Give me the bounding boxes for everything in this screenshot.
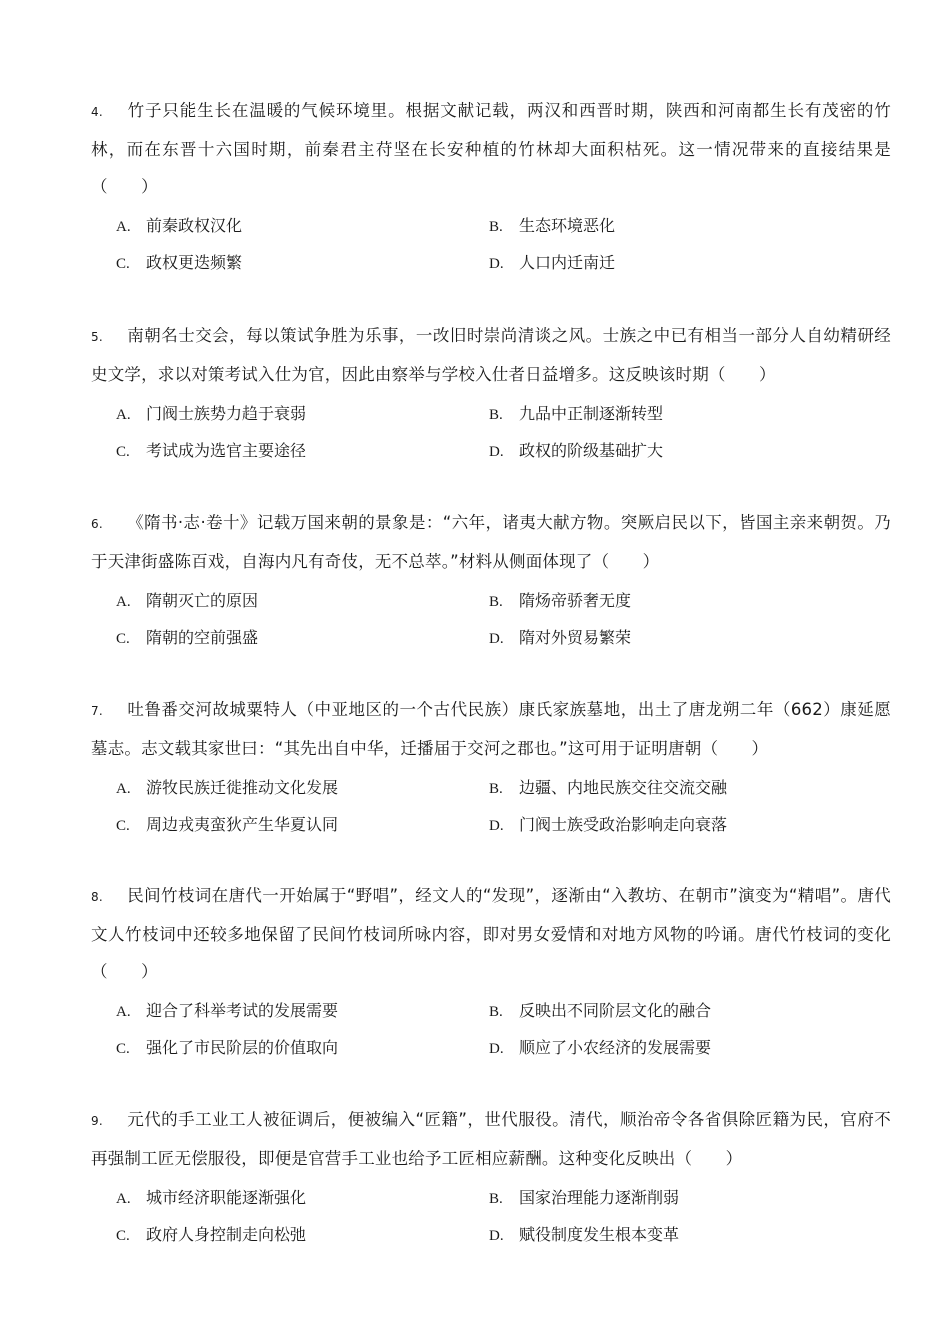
option-text: 门阀士族受政治影响走向衰落 — [519, 815, 728, 834]
option-c[interactable] — [116, 806, 338, 845]
question-text: 《隋书·志·卷十》记载万国来朝的景象是：“六年，诸夷大献方物。突厥启民以下，皆国主亲来朝贺。乃于天津街盛陈百戏，自海内凡有奇伎，无不总萃。”材料从侧面体现了（ ） — [91, 513, 891, 571]
option-text: 政权的阶级基础扩大 — [519, 441, 664, 460]
question-stem — [91, 1101, 891, 1177]
options — [91, 1179, 891, 1253]
question-9 — [91, 1101, 891, 1253]
question-4 — [91, 92, 891, 281]
option-b[interactable] — [489, 582, 631, 621]
option-text: 九品中正制逐渐转型 — [519, 404, 664, 423]
option-text: 隋朝灭亡的原因 — [146, 591, 259, 610]
option-d[interactable] — [489, 1216, 679, 1255]
question-5 — [91, 317, 891, 469]
option-text: 隋对外贸易繁荣 — [519, 628, 632, 647]
option-text: 隋炀帝骄奢无度 — [519, 591, 632, 610]
option-letter: B. — [489, 219, 503, 235]
option-letter: A. — [116, 594, 131, 610]
option-text: 政权更迭频繁 — [146, 253, 243, 272]
option-text: 强化了市民阶层的价值取向 — [146, 1038, 339, 1057]
question-7 — [91, 691, 891, 843]
option-a[interactable] — [116, 395, 306, 434]
options — [91, 395, 891, 469]
option-letter: B. — [489, 781, 503, 797]
option-letter: D. — [489, 1228, 504, 1244]
option-c[interactable] — [116, 1216, 306, 1255]
question-stem — [91, 877, 891, 990]
option-letter: C. — [116, 631, 130, 647]
option-text: 迎合了科举考试的发展需要 — [146, 1001, 339, 1020]
option-c[interactable] — [116, 1029, 338, 1068]
options — [91, 582, 891, 656]
option-text: 国家治理能力逐渐削弱 — [519, 1188, 680, 1207]
option-letter: B. — [489, 1191, 503, 1207]
option-text: 赋役制度发生根本变革 — [519, 1225, 680, 1244]
option-b[interactable] — [489, 769, 727, 808]
option-letter: B. — [489, 1004, 503, 1020]
option-text: 前秦政权汉化 — [146, 216, 243, 235]
option-letter: A. — [116, 219, 131, 235]
question-stem — [91, 504, 891, 580]
option-d[interactable] — [489, 432, 663, 471]
option-c[interactable] — [116, 619, 258, 658]
option-b[interactable] — [489, 395, 663, 434]
option-text: 隋朝的空前强盛 — [146, 628, 259, 647]
options — [91, 992, 891, 1066]
question-number: 8. — [91, 890, 103, 904]
question-text: 元代的手工业工人被征调后，便被编入“匠籍”，世代服役。清代，顺治帝令各省俱除匠籍为民，官府不再强制工匠无偿服役，即便是官营手工业也给予工匠相应薪酬。这种变化反映出（ ） — [91, 1110, 891, 1168]
option-letter: D. — [489, 818, 504, 834]
question-6 — [91, 504, 891, 656]
option-letter: D. — [489, 1041, 504, 1057]
option-letter: B. — [489, 594, 503, 610]
option-letter: D. — [489, 631, 504, 647]
option-text: 反映出不同阶层文化的融合 — [519, 1001, 712, 1020]
option-letter: C. — [116, 256, 130, 272]
option-letter: B. — [489, 407, 503, 423]
option-letter: A. — [116, 1004, 131, 1020]
option-text: 游牧民族迁徙推动文化发展 — [146, 778, 339, 797]
question-text: 南朝名士交会，每以策试争胜为乐事，一改旧时崇尚清谈之风。士族之中已有相当一部分人自幼精研经史文学，求以对策考试入仕为官，因此由察举与学校入仕者日益增多。这反映该时期（ ） — [91, 326, 891, 384]
option-b[interactable] — [489, 1179, 679, 1218]
option-text: 门阀士族势力趋于衰弱 — [146, 404, 307, 423]
option-text: 人口内迁南迁 — [519, 253, 616, 272]
question-stem — [91, 317, 891, 393]
question-number: 4. — [91, 105, 103, 119]
option-letter: C. — [116, 444, 130, 460]
option-d[interactable] — [489, 1029, 711, 1068]
question-stem — [91, 691, 891, 767]
option-text: 政府人身控制走向松弛 — [146, 1225, 307, 1244]
option-d[interactable] — [489, 806, 727, 845]
option-d[interactable] — [489, 619, 631, 658]
option-letter: A. — [116, 781, 131, 797]
option-text: 周边戎夷蛮狄产生华夏认同 — [146, 815, 339, 834]
option-letter: C. — [116, 1228, 130, 1244]
options — [91, 207, 891, 281]
option-letter: A. — [116, 1191, 131, 1207]
option-letter: C. — [116, 1041, 130, 1057]
option-text: 考试成为选官主要途径 — [146, 441, 307, 460]
question-number: 7. — [91, 704, 103, 718]
option-b[interactable] — [489, 207, 615, 246]
option-text: 边疆、内地民族交往交流交融 — [519, 778, 728, 797]
option-b[interactable] — [489, 992, 711, 1031]
option-a[interactable] — [116, 582, 258, 621]
option-a[interactable] — [116, 992, 338, 1031]
option-text: 城市经济职能逐渐强化 — [146, 1188, 307, 1207]
question-number: 9. — [91, 1114, 103, 1128]
option-letter: A. — [116, 407, 131, 423]
option-a[interactable] — [116, 207, 242, 246]
option-letter: D. — [489, 444, 504, 460]
question-number: 6. — [91, 517, 103, 531]
option-letter: C. — [116, 818, 130, 834]
option-c[interactable] — [116, 432, 306, 471]
question-text: 民间竹枝词在唐代一开始属于“野唱”，经文人的“发现”，逐渐由“入教坊、在朝市”演变为“精唱”。唐代文人竹枝词中还较多地保留了民间竹枝词所咏内容，即对男女爱情和对地方风物的吟诵。唐代竹枝词的变化（ ） — [91, 886, 891, 981]
options — [91, 769, 891, 843]
question-stem — [91, 92, 891, 205]
option-text: 顺应了小农经济的发展需要 — [519, 1038, 712, 1057]
question-8 — [91, 877, 891, 1066]
option-c[interactable] — [116, 244, 242, 283]
option-a[interactable] — [116, 769, 338, 808]
option-a[interactable] — [116, 1179, 306, 1218]
option-text: 生态环境恶化 — [519, 216, 616, 235]
question-text: 竹子只能生长在温暖的气候环境里。根据文献记载，两汉和西晋时期，陕西和河南都生长有茂密的竹林，而在东晋十六国时期，前秦君主苻坚在长安种植的竹林却大面积枯死。这一情况带来的直接结果是（ ） — [91, 101, 891, 196]
option-d[interactable] — [489, 244, 615, 283]
question-text: 吐鲁番交河故城粟特人（中亚地区的一个古代民族）康氏家族墓地，出土了唐龙朔二年（662）康延愿墓志。志文载其家世曰：“其先出自中华，迁播届于交河之郡也。”这可用于证明唐朝（ ） — [91, 700, 891, 758]
question-number: 5. — [91, 330, 103, 344]
option-letter: D. — [489, 256, 504, 272]
